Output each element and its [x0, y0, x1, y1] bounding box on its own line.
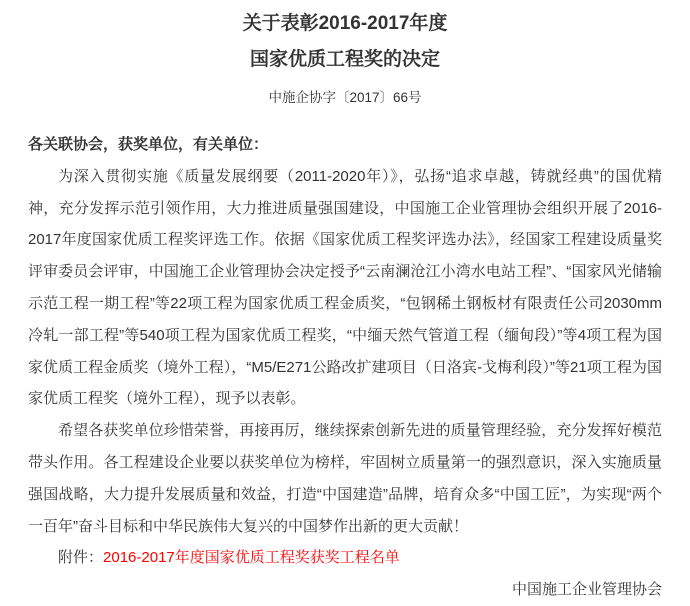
doc-body — [28, 129, 662, 606]
doc-title — [28, 6, 662, 78]
salutation: 各关联协会，获奖单位，有关单位： — [28, 136, 269, 153]
attachment-label: 附件： — [58, 549, 104, 567]
attachment-line — [28, 542, 662, 574]
paragraph-1: 为深入贯彻实施《质量发展纲要（2011-2020年）》，弘扬“追求卓越，铸就经典”的国优精神，充分发挥示范引领作用，大力推进质量强国建设，中国施工企业管理协会组织开展了2016-2017年度国家优质工程奖评选工作。依据《国家优质工程奖评选办法》，经国家工程建设质量奖评审委员会评审，中国施工企业管理协会决定授予“云南澜沧江小湾水电站工程”、“国家风光储输示范工程一期工程”等22项工程为国家优质工程金质奖，“包钢稀土钢板材有限责任公司2030mm冷轧一部工程”等540项工程为国家优质工程奖，“中缅天然气管道工程（缅甸段）”等4项工程为国家优质工程金质奖（境外工程），“M5/E271公路改扩建项目（日洛宾-戈梅利段）”等21项工程为国家优质工程奖（境外工程），现予以表彰。 — [28, 167, 662, 408]
doc-number: 中施企协字〔2017〕66号 — [268, 90, 422, 105]
doc-title-line1: 关于表彰2016-2017年度 — [242, 13, 448, 34]
doc-title-line2: 国家优质工程奖的决定 — [249, 49, 440, 70]
attachment-link[interactable]: 2016-2017年度国家优质工程奖获奖工程名单 — [103, 549, 400, 567]
paragraph-2: 希望各获奖单位珍惜荣誉，再接再厉，继续探索创新先进的质量管理经验，充分发挥好模范带头作用。各工程建设企业要以获奖单位为榜样，牢固树立质量第一的强烈意识，深入实施质量强国战略，大力提升发展质量和效益，打造“中国建造”品牌，培育众多“中国工匠”，为实现“两个一百年”奋斗目标和中华民族伟大复兴的中国梦作出新的更大贡献！ — [28, 422, 662, 535]
signature: 中国施工企业管理协会 — [511, 581, 662, 599]
